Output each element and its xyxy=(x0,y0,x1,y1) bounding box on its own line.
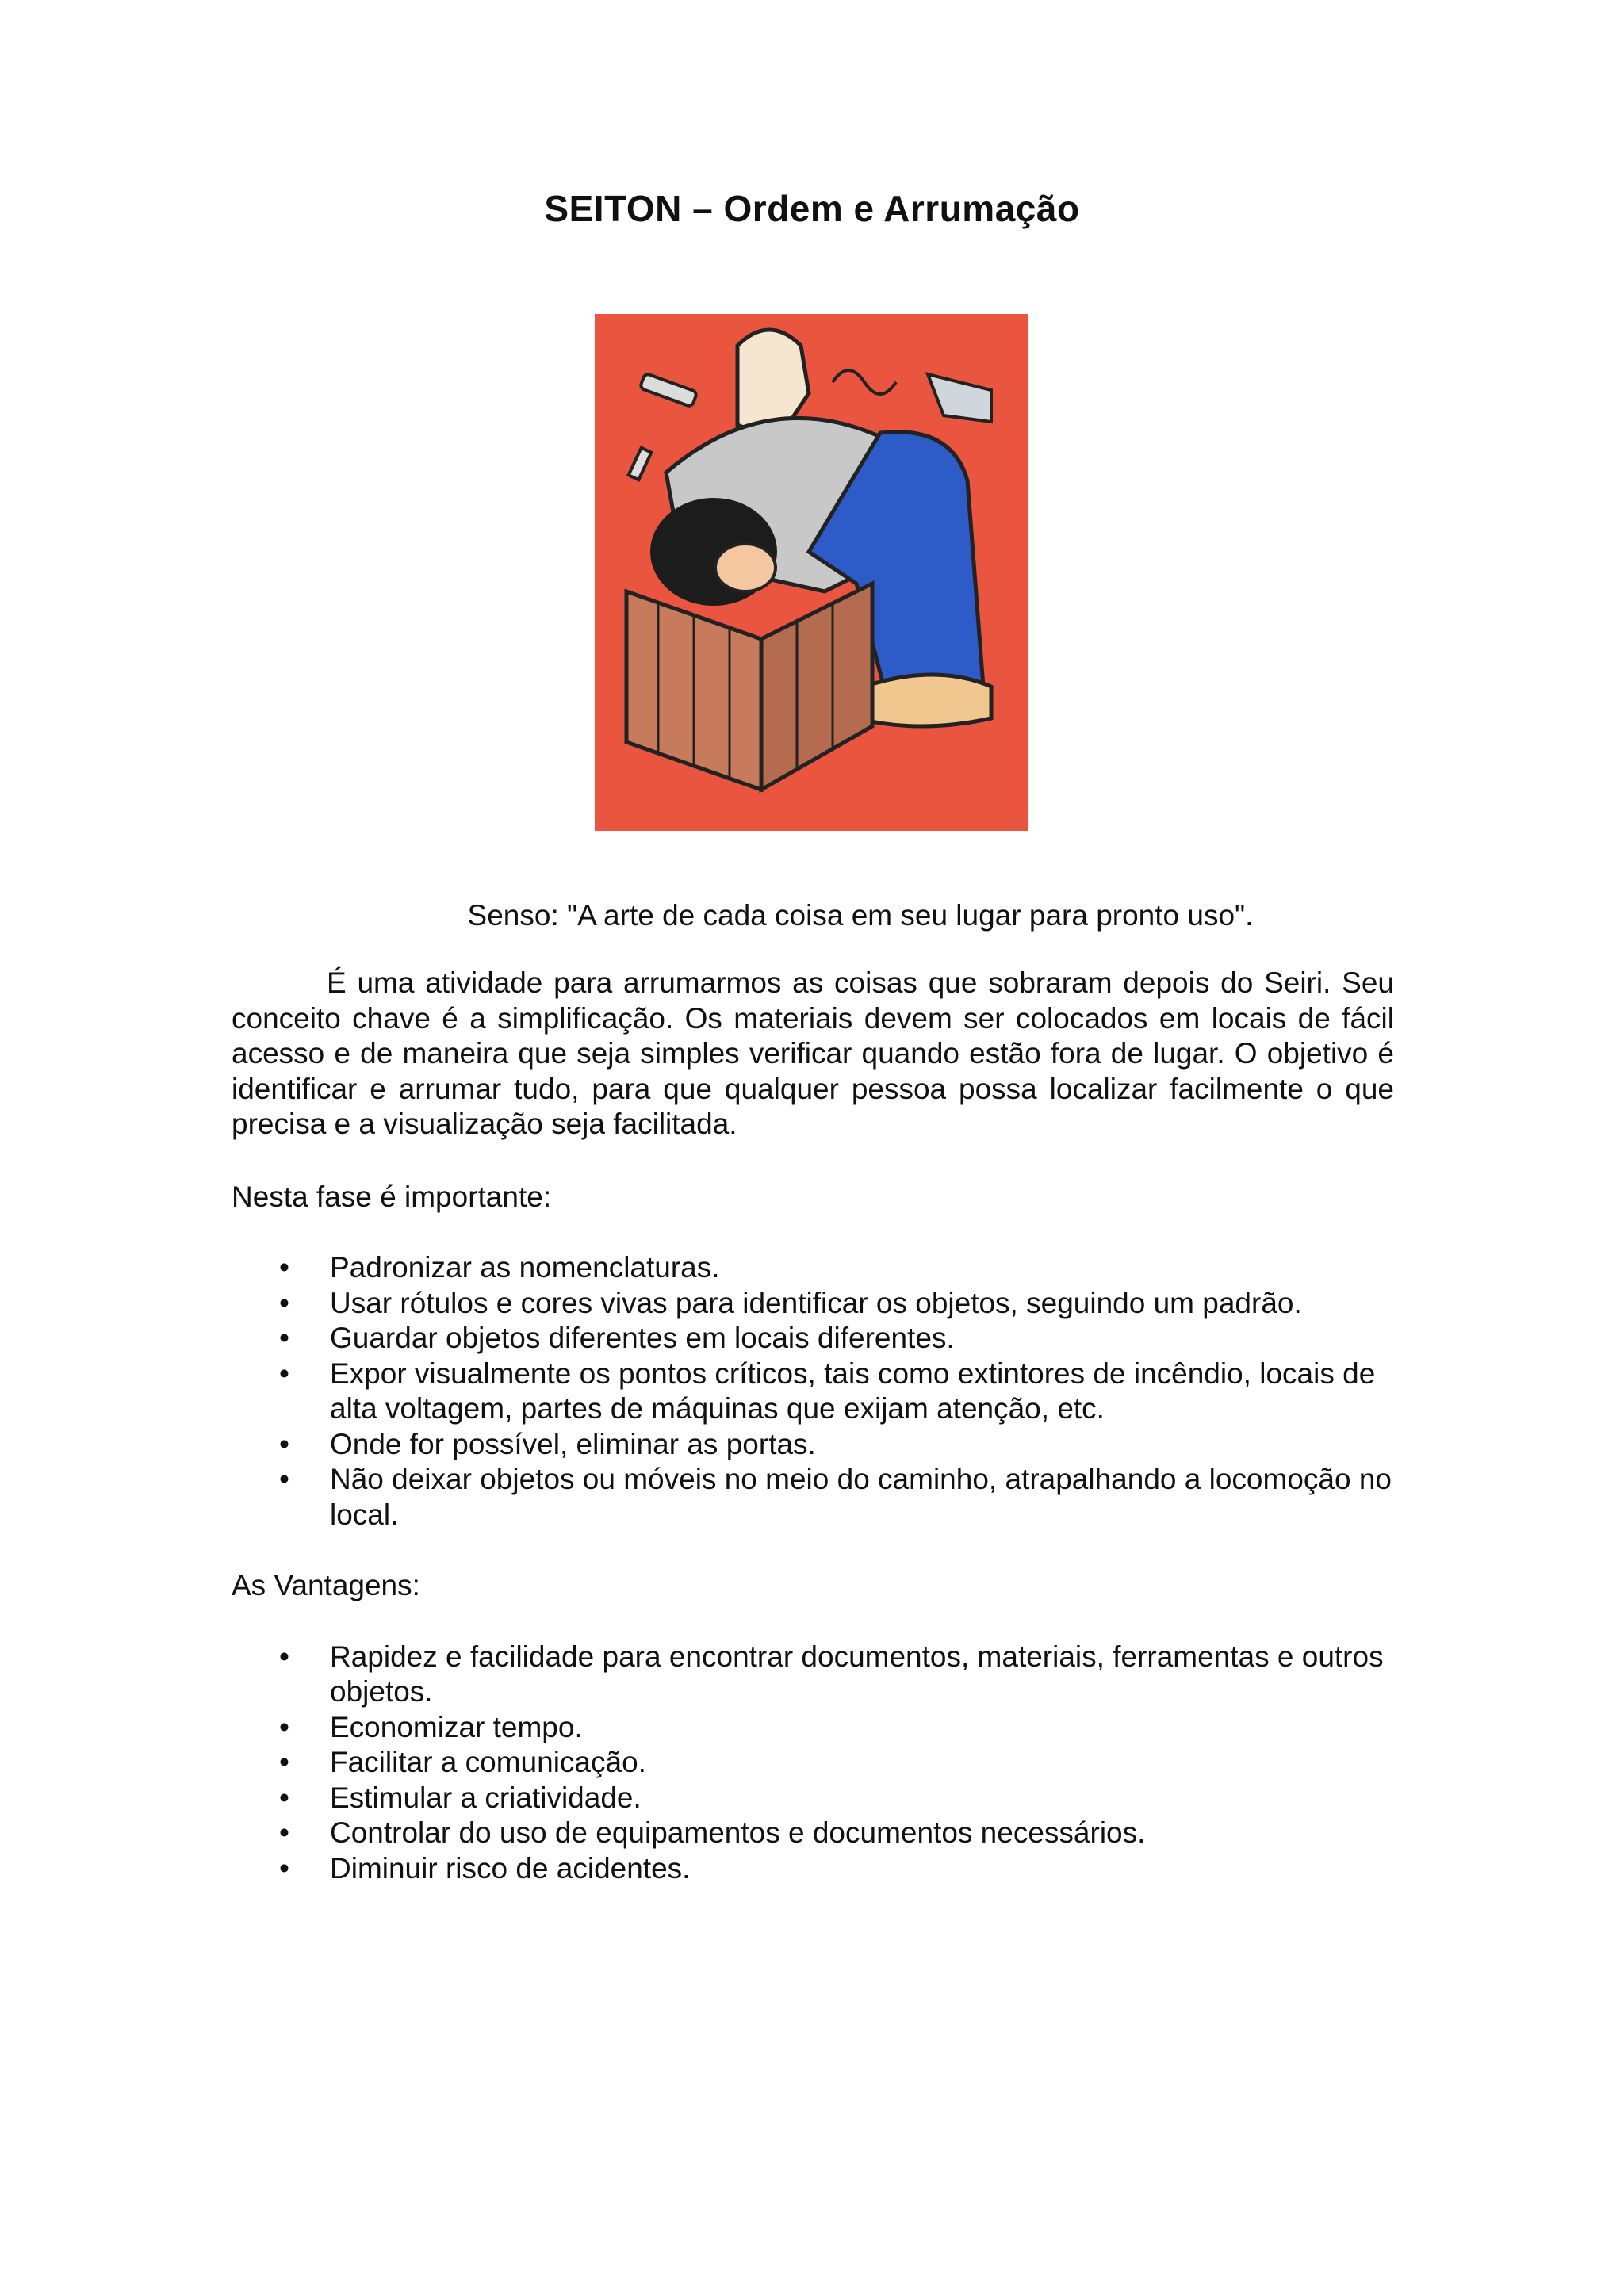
list-item: • Expor visualmente os pontos críticos, tais como extintores de incêndio, locais de alta voltagem, partes de máquinas que exijam atenção, etc. xyxy=(232,1357,1394,1427)
list-item: • Economizar tempo. xyxy=(232,1710,1394,1746)
list-item: • Guardar objetos diferentes em locais diferentes. xyxy=(232,1321,1394,1357)
list-item: • Padronizar as nomenclaturas. xyxy=(232,1250,1394,1286)
list-item: • Estimular a criatividade. xyxy=(232,1781,1394,1816)
list-item: • Diminuir risco de acidentes. xyxy=(232,1851,1394,1887)
list-item: • Facilitar a comunicação. xyxy=(232,1745,1394,1781)
important-heading: Nesta fase é importante: xyxy=(232,1180,552,1213)
list-item: • Controlar do uso de equipamentos e documentos necessários. xyxy=(232,1816,1394,1851)
list-item: • Usar rótulos e cores vivas para identificar os objetos, seguindo um padrão. xyxy=(232,1286,1394,1322)
page-title: SEITON – Ordem e Arrumação xyxy=(544,188,1080,229)
list-item: • Não deixar objetos ou móveis no meio do caminho, atrapalhando a locomoção no local. xyxy=(232,1462,1394,1533)
list-item: • Onde for possível, eliminar as portas. xyxy=(232,1427,1394,1463)
advantages-list xyxy=(232,1640,1394,1887)
main-content xyxy=(232,966,1394,1886)
cartoon-man-searching-crate-icon xyxy=(595,314,1028,831)
cartoon-illustration xyxy=(595,314,1028,831)
intro-paragraph: É uma atividade para arrumarmos as coisas que sobraram depois do Seiri. Seu conceito chave é a simplificação. Os materiais devem ser colocados em locais de fácil acesso e de maneira que seja simples verificar quando estão fora de lugar. O objetivo é identificar e arrumar tudo, para que qualquer pessoa possa localizar facilmente o que precisa e a visualização seja facilitada. xyxy=(232,966,1394,1140)
motto: Senso: "A arte de cada coisa em seu lugar para pronto uso". xyxy=(467,899,1254,932)
list-item: • Rapidez e facilidade para encontrar documentos, materiais, ferramentas e outros objetos. xyxy=(232,1640,1394,1710)
advantages-heading: As Vantagens: xyxy=(232,1569,420,1601)
important-list xyxy=(232,1250,1394,1533)
